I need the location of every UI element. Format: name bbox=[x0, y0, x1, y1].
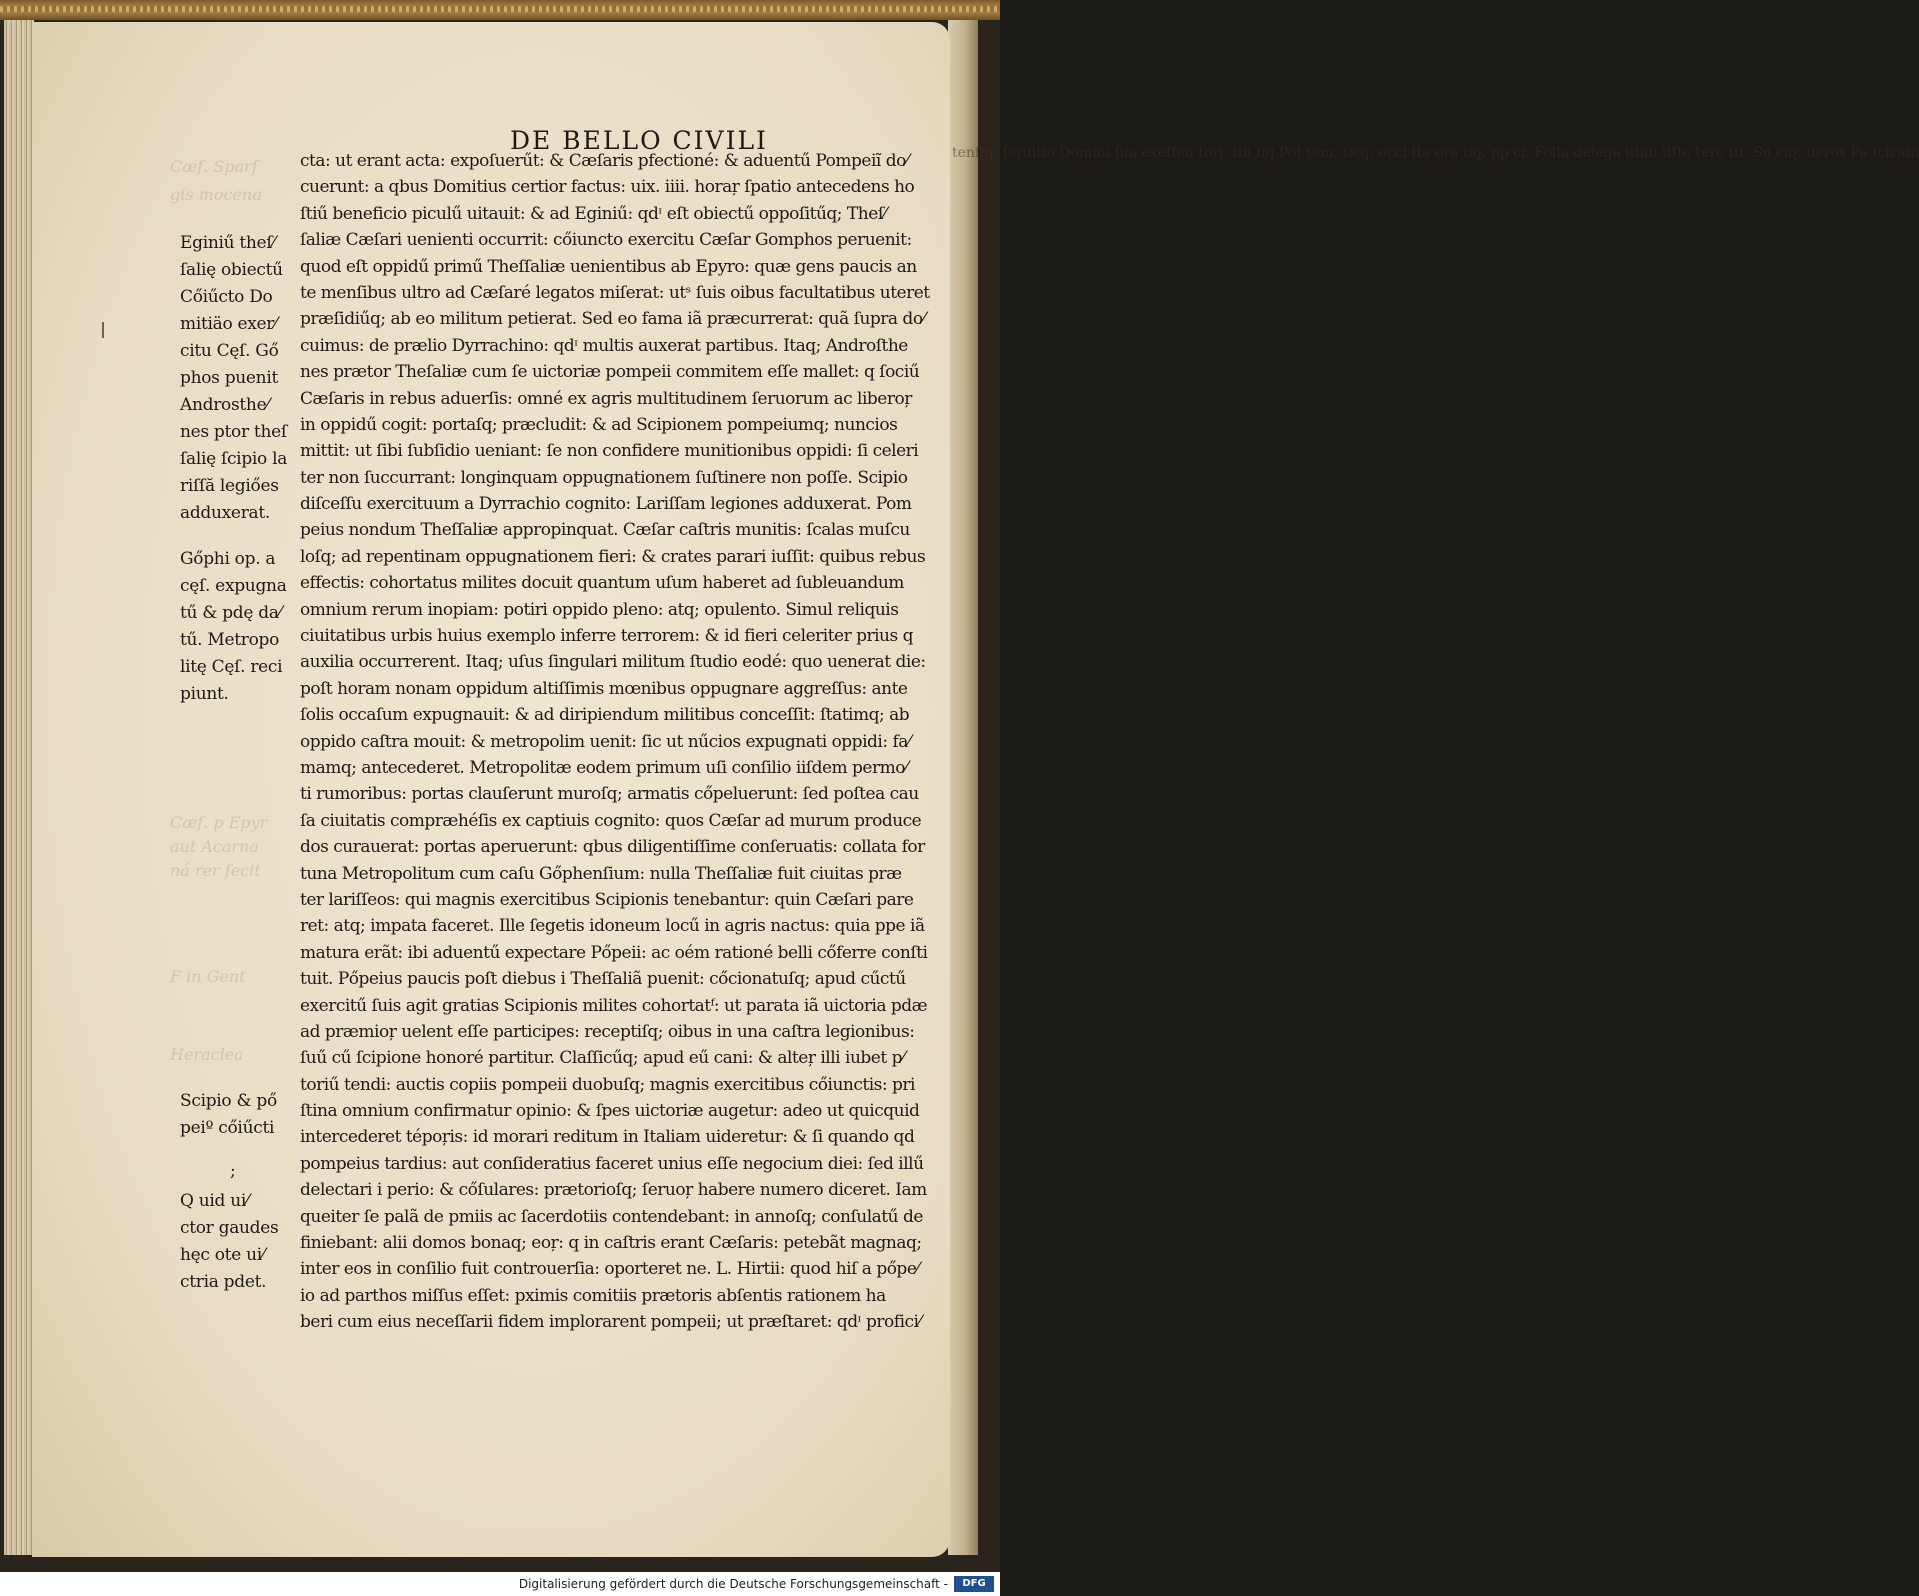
footer-bar bbox=[0, 1572, 1000, 1596]
text-line: peius nondum Theſſaliæ appropinquat. Cæſar caſtris munitis: ſcalas muſcu bbox=[300, 520, 910, 541]
text-line: io ad parthos miſſus eſſet: pximis comitiis prætoris abſentis rationem ha bbox=[300, 1285, 886, 1306]
text-line: effectis: cohortatus milites docuit quantum uſum haberet ad ſubleuandum bbox=[300, 573, 904, 594]
text-line: ſtina omnium confirmatur opinio: & ſpes uictoriæ augetur: adeo ut quicquid bbox=[300, 1101, 920, 1122]
show-through-note: Heraclea bbox=[170, 1045, 244, 1064]
text-line: delectari i perio: & cőſulares: prætorioſq; ſeruoŗ habere numero diceret. Iam bbox=[300, 1180, 927, 1201]
text-line: ter lariſſeos: qui magnis exercitibus Scipionis tenebantur: quin Cæſari pare bbox=[300, 889, 914, 910]
text-line: tuit. Pőpeius paucis poſt diebus i Theſſaliã puenit: cőcionatuſq; apud cűctű bbox=[300, 969, 906, 990]
text-line: nes prætor Theſaliæ cum ſe uictoriæ pompeii commitem eſſe mallet: q ſociű bbox=[300, 362, 920, 383]
text-line: ad præmioŗ uelent eſſe participes: receptiſq; oibus in una caſtra legionibus: bbox=[300, 1021, 915, 1042]
text-line: mamq; antecederet. Metropolitæ eodem primum uſi conſilio iiſdem permo⁄ bbox=[300, 757, 908, 778]
text-line: intercederet tépoŗis: id morari reditum in Italiam uideretur: & ſi quando qd bbox=[300, 1127, 915, 1148]
text-line: tuna Metropolitum cum caſu Gőphenſium: nulla Theſſaliæ fuit ciuitas præ bbox=[300, 863, 902, 884]
text-line: in oppidű cogit: portaſq; præcludit: & ad Scipionem pompeiumq; nuncios bbox=[300, 414, 898, 435]
text-line: ciuitatibus urbis huius exemplo inferre terrorem: & id fieri celeriter prius q bbox=[300, 626, 914, 647]
text-line: cuimus: de prælio Dyrrachino: qdᶦ multis auxerat partibus. Itaq; Androſthe bbox=[300, 335, 908, 356]
show-through-note: ná rer ſecit bbox=[170, 861, 261, 880]
show-through-note: gis mocena bbox=[170, 185, 262, 204]
margin-note: Scipio & pő peiº cőiűcti bbox=[180, 1091, 277, 1138]
text-line: diſceſſu exercituum a Dyrrachio cognito: Lariſſam legiones adduxerat. Pom bbox=[300, 494, 912, 515]
margin-note: Q uid ui⁄ ctor gaudes hęc ote ui⁄ ctria pdet. bbox=[180, 1191, 279, 1292]
text-line: ſuű cű ſcipione honoré partitur. Claſſicűq; apud eű cani: & alteŗ illi iubet p⁄ bbox=[300, 1048, 905, 1069]
text-line: oppido caſtra mouit: & metropolim uenit: ſic ut nűcios expugnati oppidi: fa⁄ bbox=[300, 731, 911, 752]
text-line: cuerunt: a qbus Domitius certior factus: uix. iiii. horaŗ ſpatio antecedens ho bbox=[300, 177, 915, 198]
text-line: auxilia occurrerent. Itaq; uſus ſingulari militum ſtudio eodé: quo uenerat die: bbox=[300, 652, 926, 673]
text-line: loſq; ad repentinam oppugnationem fieri: & crates parari iuſſit: quibus rebus bbox=[300, 546, 926, 567]
text-line: quod eſt oppidű primű Theſſaliæ uenientibus ab Epyro: quæ gens paucis an bbox=[300, 256, 917, 277]
text-line: inter eos in conſilio fuit controuerſia: oporteret ne. L. Hirtii: quod hiſ a pőpe⁄ bbox=[300, 1259, 919, 1280]
text-line: matura erãt: ibi aduentű expectare Pőpeii: ac oém rationé belli cőferre conſti bbox=[300, 942, 928, 963]
text-line: te menſibus ultro ad Cæſaré legatos miſerat: utˢ ſuis oibus facultatibus uteret bbox=[300, 282, 930, 303]
text-line: finiebant: alii domos bonaq; eoŗ: q in caſtris erant Cæſaris: petebãt magnaq; bbox=[300, 1233, 922, 1254]
margin-note: Eginiű theſ⁄ ſalię obiectű Cőiűcto Do mitiäo exer⁄ citu Cęſ. Gő phos puenit Androsthe⁄ nes ptor theſ ſalię ſcipio la riſſă legiőes adduxerat. bbox=[180, 233, 288, 523]
text-line: ret: atq; impata faceret. Ille ſegetis idoneum locű in agris nactus: quia ppe iã bbox=[300, 916, 925, 937]
text-line: mittit: ut ſibi ſubſidio ueniant: ſe non confidere munitionibus oppidi: ſi celeri bbox=[300, 441, 919, 462]
text-line: ſaliæ Cæſari uenienti occurrit: cőiuncto exercitu Cæſar Gomphos peruenit: bbox=[300, 230, 912, 251]
text-line: ter non ſuccurrant: longinquam oppugnationem ſuſtinere non poſſe. Scipio bbox=[300, 467, 908, 488]
text-line: queiter ſe palã de pmiis ac ſacerdotiis contendebant: in annoſq; conſulatű de bbox=[300, 1206, 923, 1227]
text-line: ſolis occaſum expugnauit: & ad diripiendum militibus conceſſit: ſtatimq; ab bbox=[300, 705, 910, 726]
text-line: omnium rerum inopiam: potiri oppido pleno: atq; opulento. Simul reliquis bbox=[300, 599, 899, 620]
margin-note: ; bbox=[230, 1161, 236, 1181]
margin-note: Gőphi op. a cęſ. expugna tű & pdę da⁄ tű. Metropo litę Cęſ. reci piunt. bbox=[180, 549, 287, 704]
text-line: pompeius tardius: aut conſideratius faceret unius eſſe negocium diei: ſed illű bbox=[300, 1153, 924, 1174]
text-line: Cæſaris in rebus aduerſis: omné ex agris multitudinem ſeruorum ac liberoŗ bbox=[300, 388, 912, 409]
body-text bbox=[300, 148, 950, 1336]
show-through-note: Cæſ. Sparſ bbox=[170, 157, 258, 176]
show-through-note: F in Gent bbox=[170, 967, 246, 986]
text-line: ti rumoribus: portas clauſerunt muroſq; armatis cőpeluerunt: ſed poſtea cau bbox=[300, 784, 919, 805]
text-line: præſidiűq; ab eo militum petierat. Sed eo fama iã præcurrerat: quã ſupra do⁄ bbox=[300, 309, 925, 330]
text-line: dos curauerat: portas aperuerunt: qbus diligentiſſime conſeruatis: collata for bbox=[300, 837, 925, 858]
book-top-edge bbox=[0, 0, 1000, 20]
text-line: cta: ut erant acta: expoſuerűt: & Cæſaris pfectioné: & aduentű Pompeiĩ do⁄ bbox=[300, 151, 909, 171]
running-head: DE BELLO CIVILI bbox=[510, 126, 768, 155]
text-line: ſa ciuitatis compræhéſis ex captiuis cognito: quos Cæſar ad murum produce bbox=[300, 810, 922, 831]
show-through-note: Cæſ. p Epyr bbox=[170, 813, 268, 832]
text-line: beri cum eius neceſſarii fidem implorarent pompeii; ut præſtaret: qdᶦ profici⁄ bbox=[300, 1312, 921, 1333]
adjacent-page-text: tenſiq; ſeruitio Domini ſua exeſſen tori. tiu ſiq Pot tem; ſicq; occi ſta ora tiq. pp ci. Folla delega utali itſte tere ſit. Su ciq; ueros Pa ſcicabi bbox=[952, 145, 1919, 161]
text-line: toriű tendi: auctis copiis pompeii duobuſq; magnis exercitibus cőiunctis: pri bbox=[300, 1074, 915, 1095]
left-page-edges bbox=[4, 20, 34, 1555]
digitization-credit: Digitalisierung gefördert durch die Deutsche Forschungsgemeinschaft - bbox=[518, 1577, 948, 1591]
show-through-note: aut Acarna bbox=[170, 837, 259, 856]
ink-speck bbox=[102, 322, 104, 338]
text-line: exercitű ſuis agit gratias Scipionis milites cohortatᶠ: ut parata iã uictoria pdæ bbox=[300, 995, 928, 1016]
text-line: poſt horam nonam oppidum altiſſimis mœnibus oppugnare aggreſſus: ante bbox=[300, 678, 908, 699]
dfg-logo: DFG bbox=[954, 1576, 994, 1592]
text-line: ſtiű beneficio piculű uitauit: & ad Eginiű: qdᶦ eſt obiectű oppoſitűq; Theſ⁄ bbox=[300, 203, 886, 224]
